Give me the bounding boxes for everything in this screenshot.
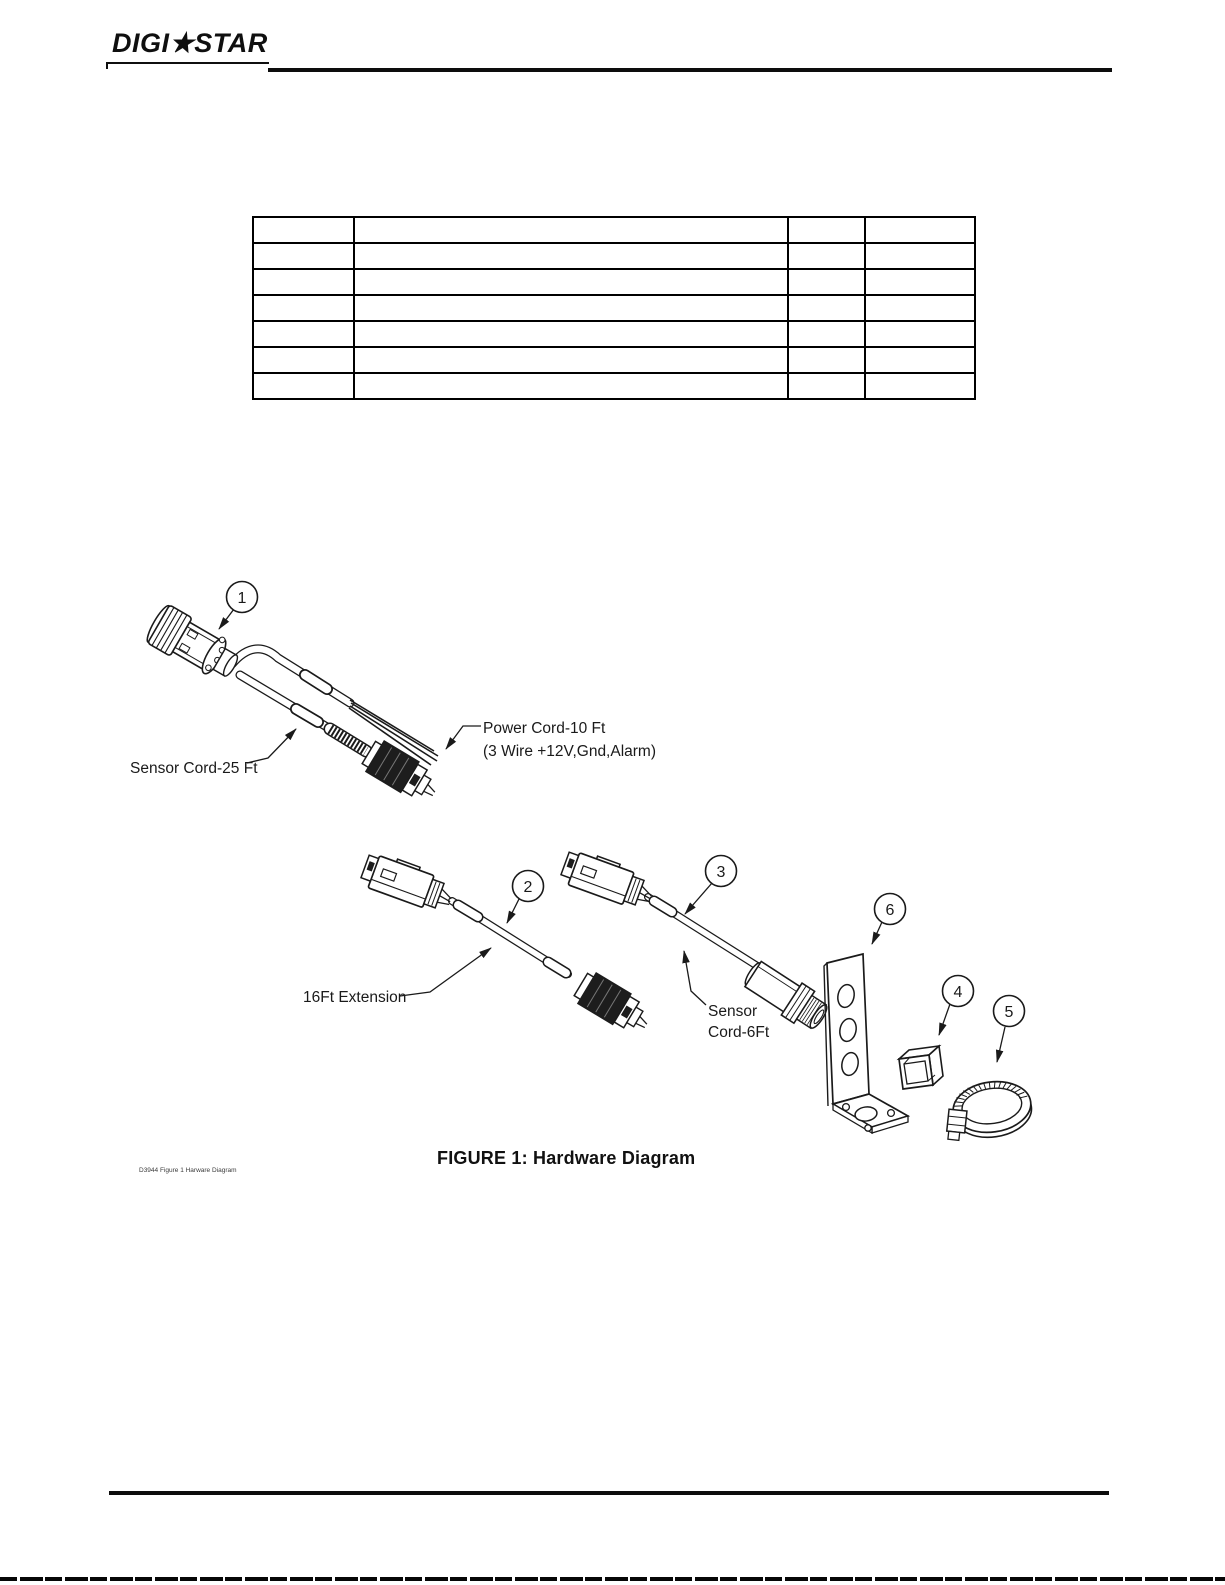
mounting-bracket-drawing <box>824 954 908 1133</box>
callout-6-number: 6 <box>885 902 895 919</box>
callout-6-leader <box>872 922 882 944</box>
callout-2-leader <box>507 899 519 923</box>
power-cord-leader <box>446 726 481 749</box>
callout-1 <box>227 582 258 613</box>
square-nut-drawing <box>899 1046 943 1089</box>
callout-5-number: 5 <box>1004 1004 1014 1021</box>
footer-rule <box>109 1491 1109 1495</box>
digi-star-logo: DIGI★STAR <box>112 28 268 58</box>
callout-2-number: 2 <box>523 879 533 896</box>
sensor-cord-6-leader <box>684 951 706 1005</box>
callout-4 <box>943 976 974 1007</box>
callout-4-number: 4 <box>953 984 963 1001</box>
callout-4-leader <box>939 1004 950 1035</box>
callout-2 <box>513 871 544 902</box>
callout-1-number: 1 <box>237 590 247 607</box>
label-power-cord-line2: (3 Wire +12V,Gnd,Alarm) <box>483 743 657 760</box>
braid-section <box>330 729 366 751</box>
callout-1-leader <box>219 609 234 629</box>
clamp-screw-housing <box>946 1109 967 1141</box>
sensor-cord-25-leader <box>247 729 296 763</box>
callout-3-number: 3 <box>716 864 726 881</box>
label-power-cord-line1: Power Cord-10 Ft <box>483 720 606 737</box>
label-16ft-extension: 16Ft Extension <box>303 989 407 1006</box>
label-sensor-cord-6ft-line2: Cord-6Ft <box>708 1024 770 1041</box>
callout-3 <box>706 856 737 887</box>
callouts <box>227 582 1025 1027</box>
callout-5-leader <box>997 1027 1005 1062</box>
hose-clamp-drawing <box>939 1077 1035 1144</box>
extension-plug-top <box>359 850 458 916</box>
callout-6 <box>875 894 906 925</box>
figure-footnote: D3944 Figure 1 Harware Diagram <box>139 1167 237 1174</box>
callout-5 <box>994 996 1025 1027</box>
sensor-cord-plug <box>360 737 445 808</box>
callout-3-leader <box>685 883 712 914</box>
figure-caption: FIGURE 1: Hardware Diagram <box>437 1148 696 1168</box>
bottom-scan-artifact-line <box>0 1577 1225 1581</box>
sensor-cord-plug-top <box>559 847 658 913</box>
extension-plug-bottom <box>572 969 657 1040</box>
extension-leader <box>400 948 491 996</box>
label-sensor-cord-25ft: Sensor Cord-25 Ft <box>130 760 258 777</box>
label-sensor-cord-6ft-line1: Sensor <box>708 1003 758 1020</box>
